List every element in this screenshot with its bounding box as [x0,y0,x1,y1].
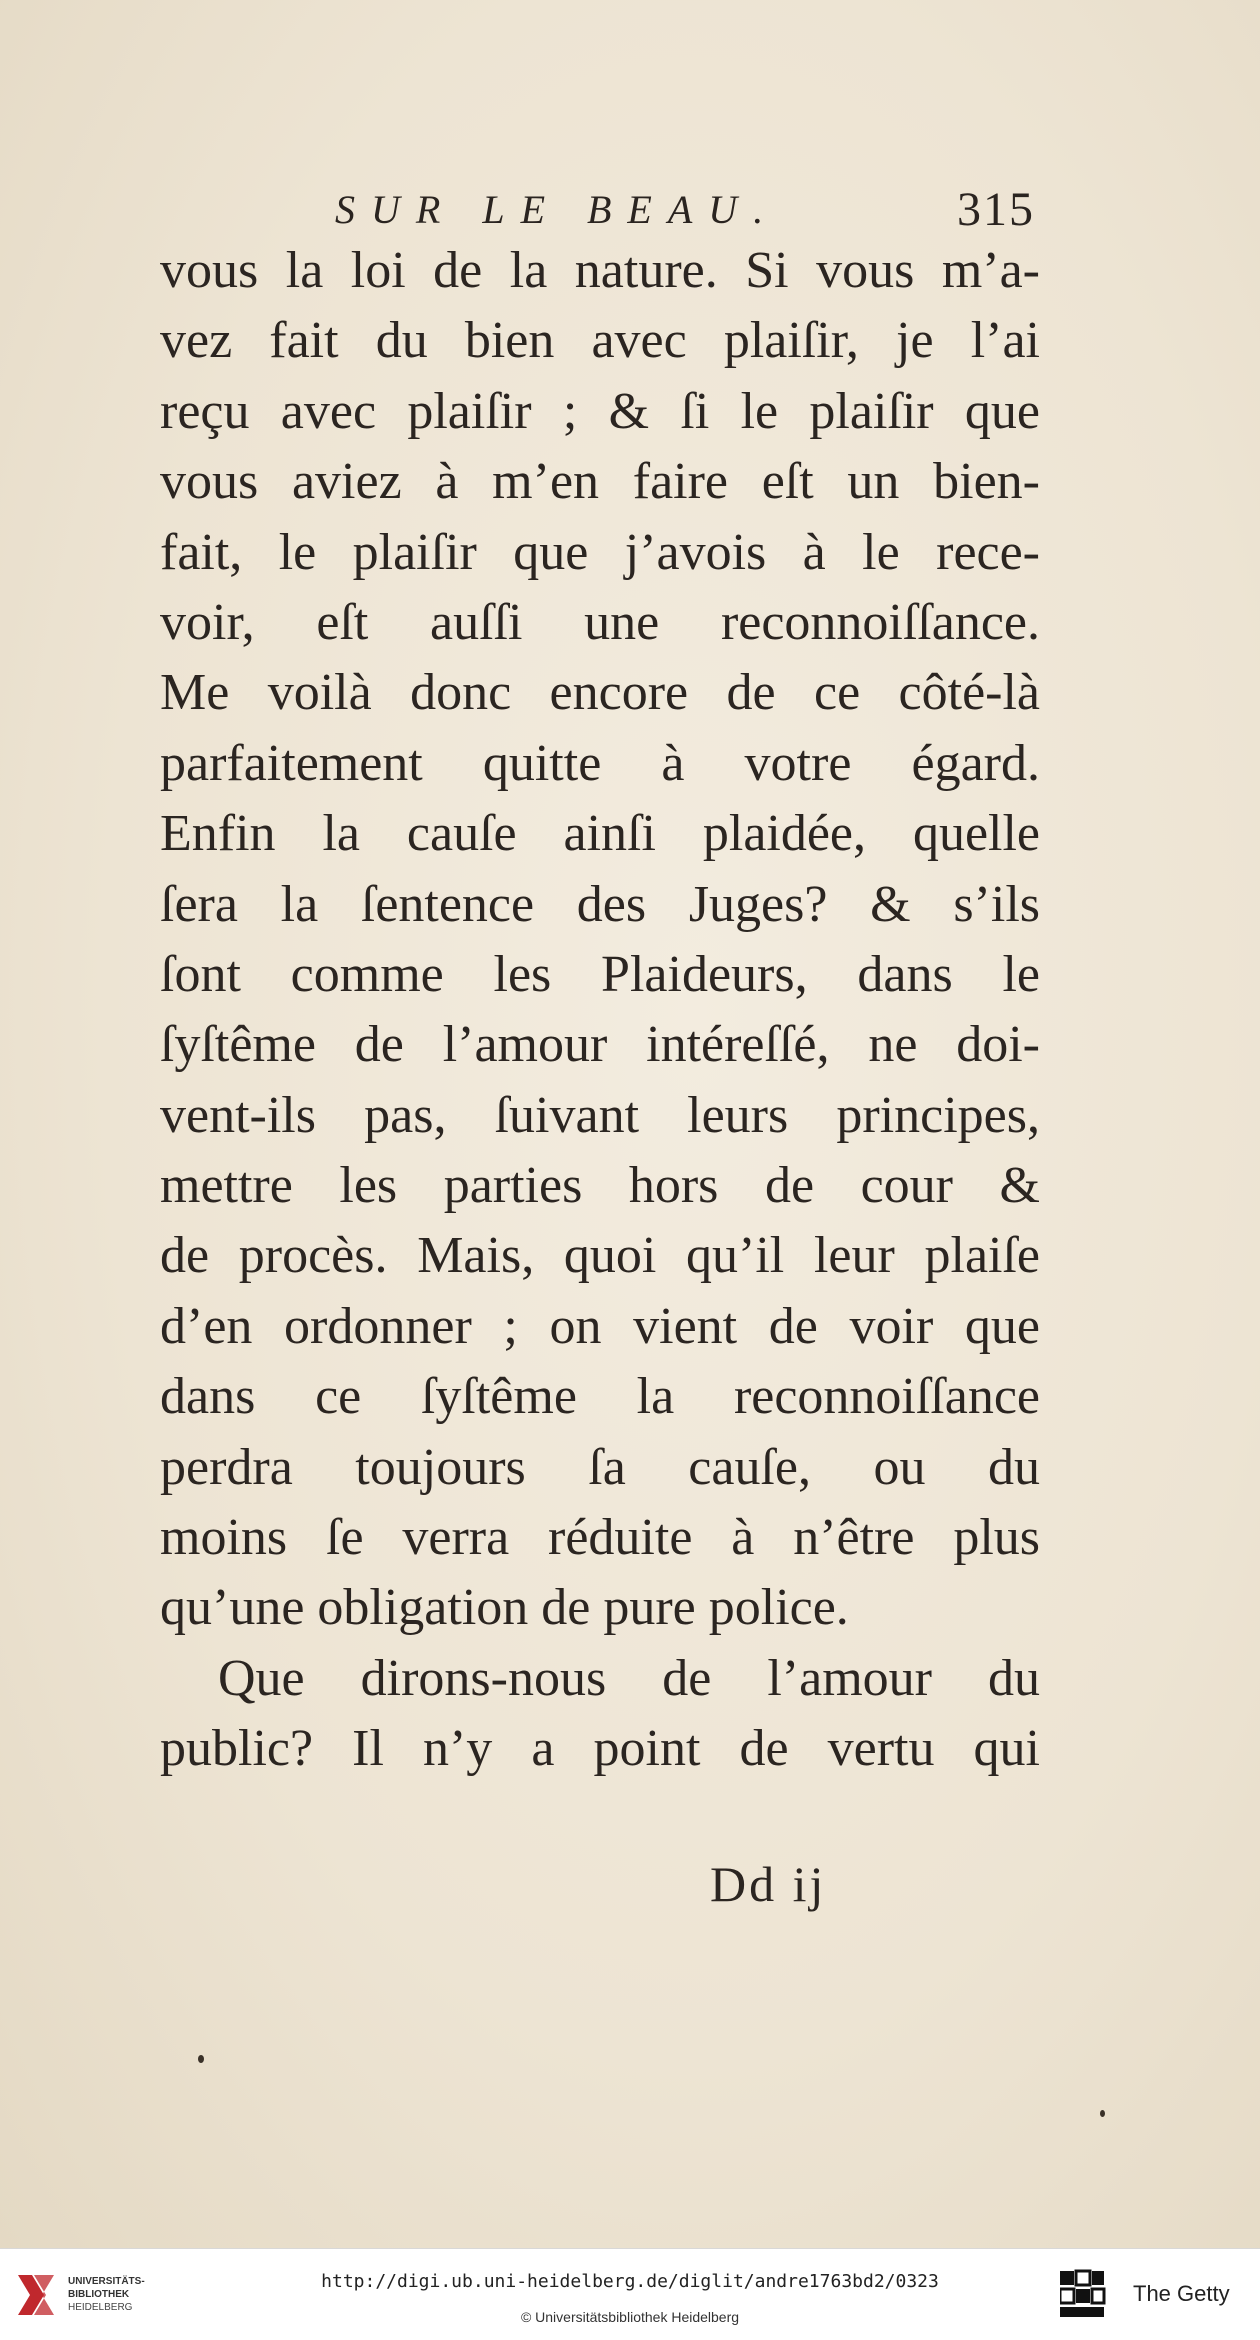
text-line: fait, le plaiſir que j’avois à le rece- [160,523,1040,581]
signature-mark: Dd ij [710,1856,827,1912]
getty-logo-icon [1060,2269,1106,2321]
text-line: perdra toujours ſa cauſe, ou du [160,1438,1040,1496]
paper-speck [1100,2110,1105,2117]
text-line: parfaitement quitte à votre égard. [160,734,1040,792]
text-line: ſont comme les Plaideurs, dans le [160,945,1040,1003]
text-line: Me voilà donc encore de ce côté-là [160,664,1040,722]
text-line: ſera la ſentence des Juges? & s’ils [160,875,1040,933]
text-line: qu’une obligation de pure police. [160,1579,849,1637]
text-line: de procès. Mais, quoi qu’il leur plaiſe [160,1227,1040,1285]
permalink-url[interactable]: http://digi.ub.uni-heidelberg.de/diglit/andre1763bd2/0323 [321,2271,939,2292]
text-line: dans ce ſyſtême la reconnoiſſance [160,1368,1040,1426]
partner-name: The Getty [1133,2281,1230,2306]
text-line: d’en ordonner ; on vient de voir que [160,1297,1040,1355]
university-library-logo-icon [14,2269,58,2321]
text-line: ſyſtême de l’amour intéreſſé, ne doi- [160,1016,1040,1074]
body-text [160,236,1040,1785]
text-line: Enfin la cauſe ainſi plaidée, quelle [160,805,1040,863]
page-number: 315 [957,183,1035,236]
running-head [335,182,1055,242]
copyright-notice: © Universitätsbibliothek Heidelberg [520,2309,740,2325]
text-line: moins ſe verra réduite à n’être plus [160,1509,1040,1567]
text-line: reçu avec plaiſir ; & ſi le plaiſir que [160,382,1040,440]
library-name: UNIVERSITÄTS- BIBLIOTHEK HEIDELBERG [68,2276,145,2313]
text-line: vent-ils pas, ſuivant leurs principes, [160,1086,1040,1144]
running-head-title: SUR LE BEAU. [335,187,780,232]
text-line: vez fait du bien avec plaiſir, je l’ai [160,312,1040,370]
text-line: Que dirons-nous de l’amour du [218,1649,1040,1707]
text-line: mettre les parties hors de cour & [160,1157,1040,1215]
paper-speck [198,2055,204,2063]
text-line: vous la loi de la nature. Si vous m’a- [160,242,1040,299]
text-line: vous aviez à m’en faire eſt un bien- [160,453,1040,511]
text-line: public? Il n’y a point de vertu qui [160,1720,1040,1778]
text-line: voir, eſt auſſi une reconnoiſſance. [160,593,1040,651]
footer-bar [0,2248,1260,2340]
